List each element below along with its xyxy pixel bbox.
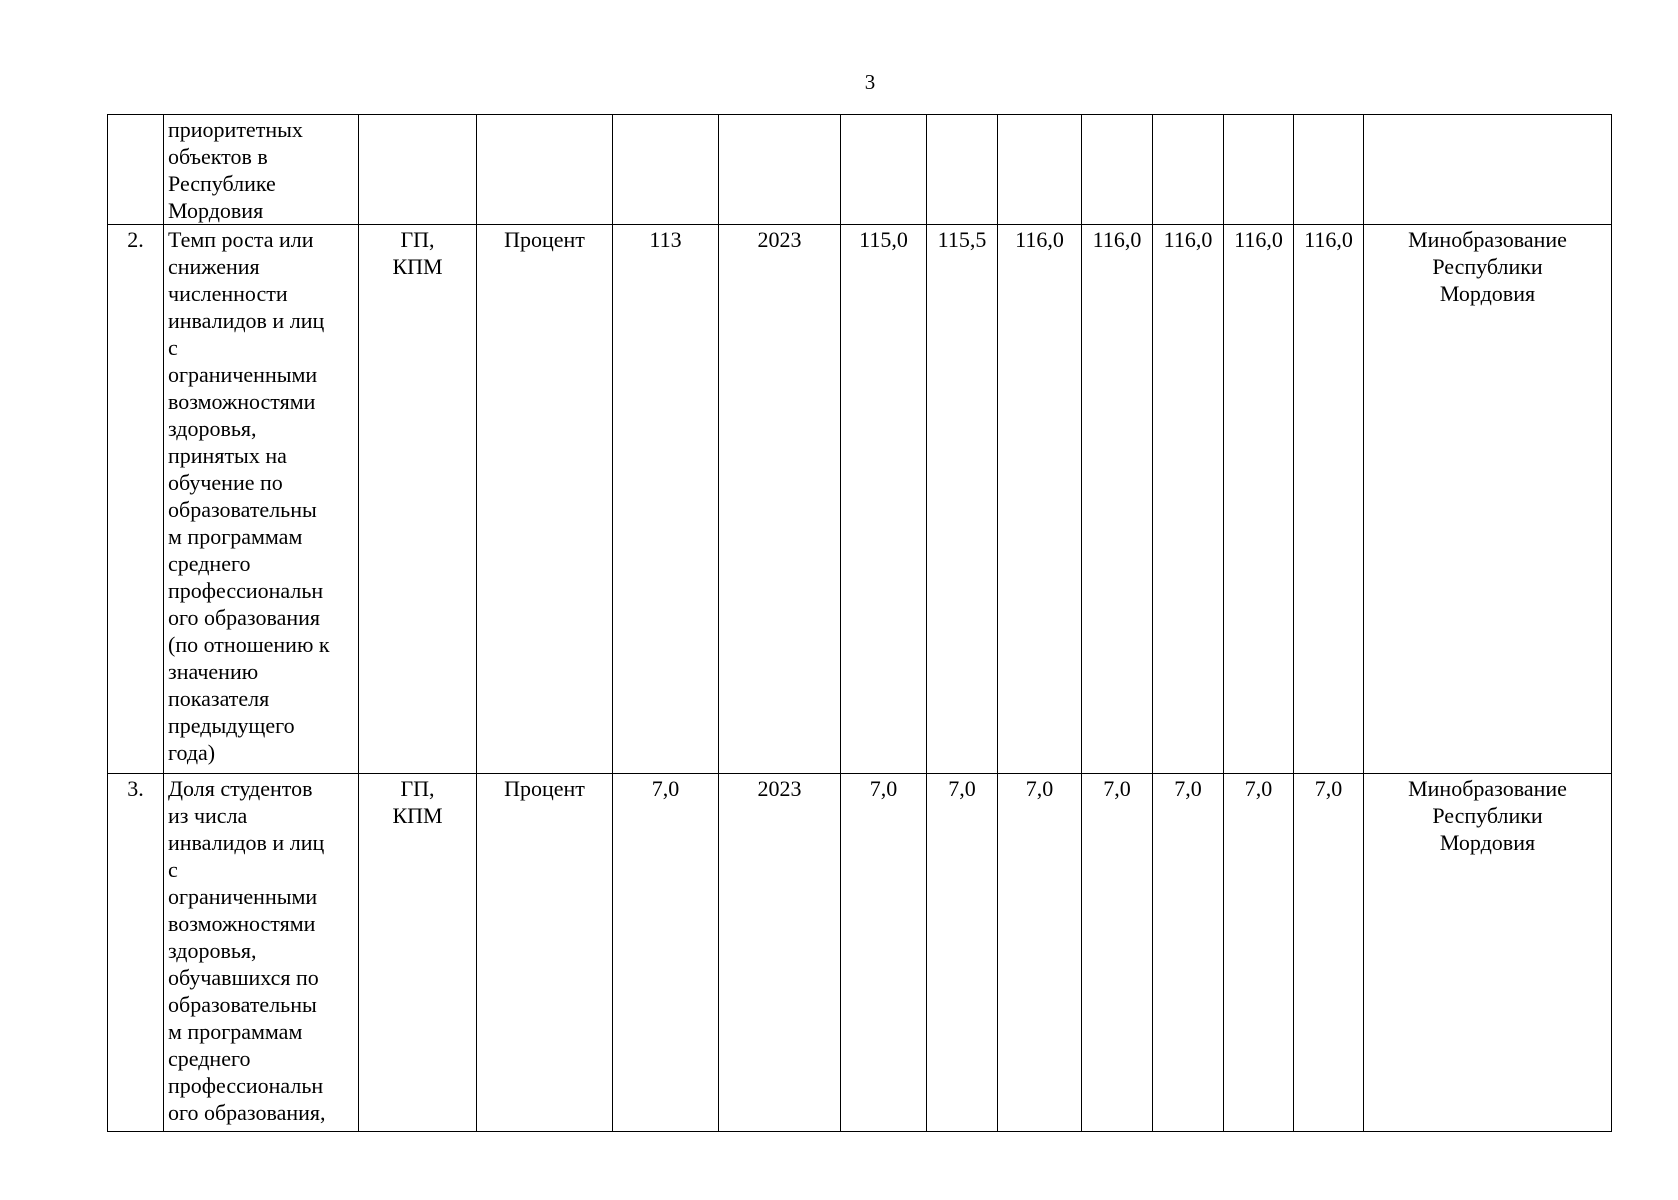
cell-indicator-type — [359, 225, 477, 774]
year-value: 7,0 — [1174, 776, 1202, 801]
base-value: 7,0 — [651, 776, 680, 801]
cell-indicator-name — [164, 225, 359, 774]
year-value: 7,0 — [869, 776, 898, 801]
cell-year-value — [998, 225, 1082, 774]
year-value: 115,5 — [937, 227, 987, 252]
cell-year-value — [1224, 115, 1294, 225]
year-value: 7,0 — [1025, 776, 1054, 801]
cell-indicator-type — [359, 774, 477, 1132]
cell-year-value — [998, 774, 1082, 1132]
cell-year-value — [841, 774, 927, 1132]
cell-year-value — [841, 115, 927, 225]
cell-indicator-name — [164, 774, 359, 1132]
cell-unit-of-measure — [477, 225, 613, 774]
cell-year-value — [1294, 225, 1364, 774]
cell-year-value — [927, 774, 998, 1132]
cell-base-year — [719, 115, 841, 225]
table-row — [108, 225, 1612, 774]
table-row — [108, 774, 1612, 1132]
cell-year-value — [1082, 774, 1153, 1132]
indicator-name: приоритетных объектов в Республике Мордовия — [168, 117, 303, 223]
cell-base-value — [613, 774, 719, 1132]
cell-responsible-body — [1364, 774, 1612, 1132]
cell-year-value — [1082, 225, 1153, 774]
cell-year-value — [1294, 774, 1364, 1132]
year-value: 116,0 — [1092, 227, 1142, 252]
year-value: 7,0 — [1244, 776, 1273, 801]
cell-base-year — [719, 774, 841, 1132]
cell-year-value — [1294, 115, 1364, 225]
cell-year-value — [1153, 115, 1224, 225]
indicators-table — [107, 114, 1612, 1132]
indicator-type: ГП, КПМ — [392, 776, 443, 828]
cell-year-value — [1224, 774, 1294, 1132]
cell-year-value — [1153, 225, 1224, 774]
unit-of-measure: Процент — [504, 776, 585, 801]
table-row — [108, 115, 1612, 225]
indicator-name: Доля студентов из числа инвалидов и лиц с ограниченными возможностями здоровья, обучавшихся по образовательны м программам среднего профессиональн ого образования, — [168, 776, 326, 1125]
year-value: 116,0 — [1015, 227, 1064, 252]
cell-base-value — [613, 225, 719, 774]
cell-year-value — [927, 115, 998, 225]
cell-base-value — [613, 115, 719, 225]
base-value: 113 — [649, 227, 682, 252]
indicator-type: ГП, КПМ — [392, 227, 443, 279]
cell-base-year — [719, 225, 841, 774]
cell-year-value — [998, 115, 1082, 225]
cell-responsible-body — [1364, 115, 1612, 225]
row-number: 2. — [127, 227, 144, 252]
year-value: 116,0 — [1304, 227, 1353, 252]
cell-row-number — [108, 774, 164, 1132]
year-value: 7,0 — [1103, 776, 1131, 801]
responsible-body: Минобразование Республики Мордовия — [1408, 227, 1567, 306]
base-year: 2023 — [757, 227, 802, 252]
cell-row-number — [108, 115, 164, 225]
cell-indicator-type — [359, 115, 477, 225]
unit-of-measure: Процент — [504, 227, 585, 252]
cell-indicator-name — [164, 115, 359, 225]
cell-responsible-body — [1364, 225, 1612, 774]
cell-unit-of-measure — [477, 774, 613, 1132]
base-year: 2023 — [757, 776, 802, 801]
year-value: 7,0 — [948, 776, 976, 801]
responsible-body: Минобразование Республики Мордовия — [1408, 776, 1567, 855]
cell-unit-of-measure — [477, 115, 613, 225]
cell-year-value — [1224, 225, 1294, 774]
cell-year-value — [841, 225, 927, 774]
indicator-name: Темп роста или снижения численности инвалидов и лиц с ограниченными возможностями здоровья, принятых на обучение по образовательны м программам среднего профессиональн ого образования (по отношению к значению показателя предыдущего года) — [168, 227, 330, 765]
cell-year-value — [1153, 774, 1224, 1132]
cell-row-number — [108, 225, 164, 774]
row-number: 3. — [127, 776, 144, 801]
year-value: 115,0 — [859, 227, 908, 252]
page-number: 3 — [864, 70, 876, 94]
cell-year-value — [927, 225, 998, 774]
year-value: 7,0 — [1314, 776, 1343, 801]
year-value: 116,0 — [1163, 227, 1213, 252]
year-value: 116,0 — [1234, 227, 1283, 252]
cell-year-value — [1082, 115, 1153, 225]
